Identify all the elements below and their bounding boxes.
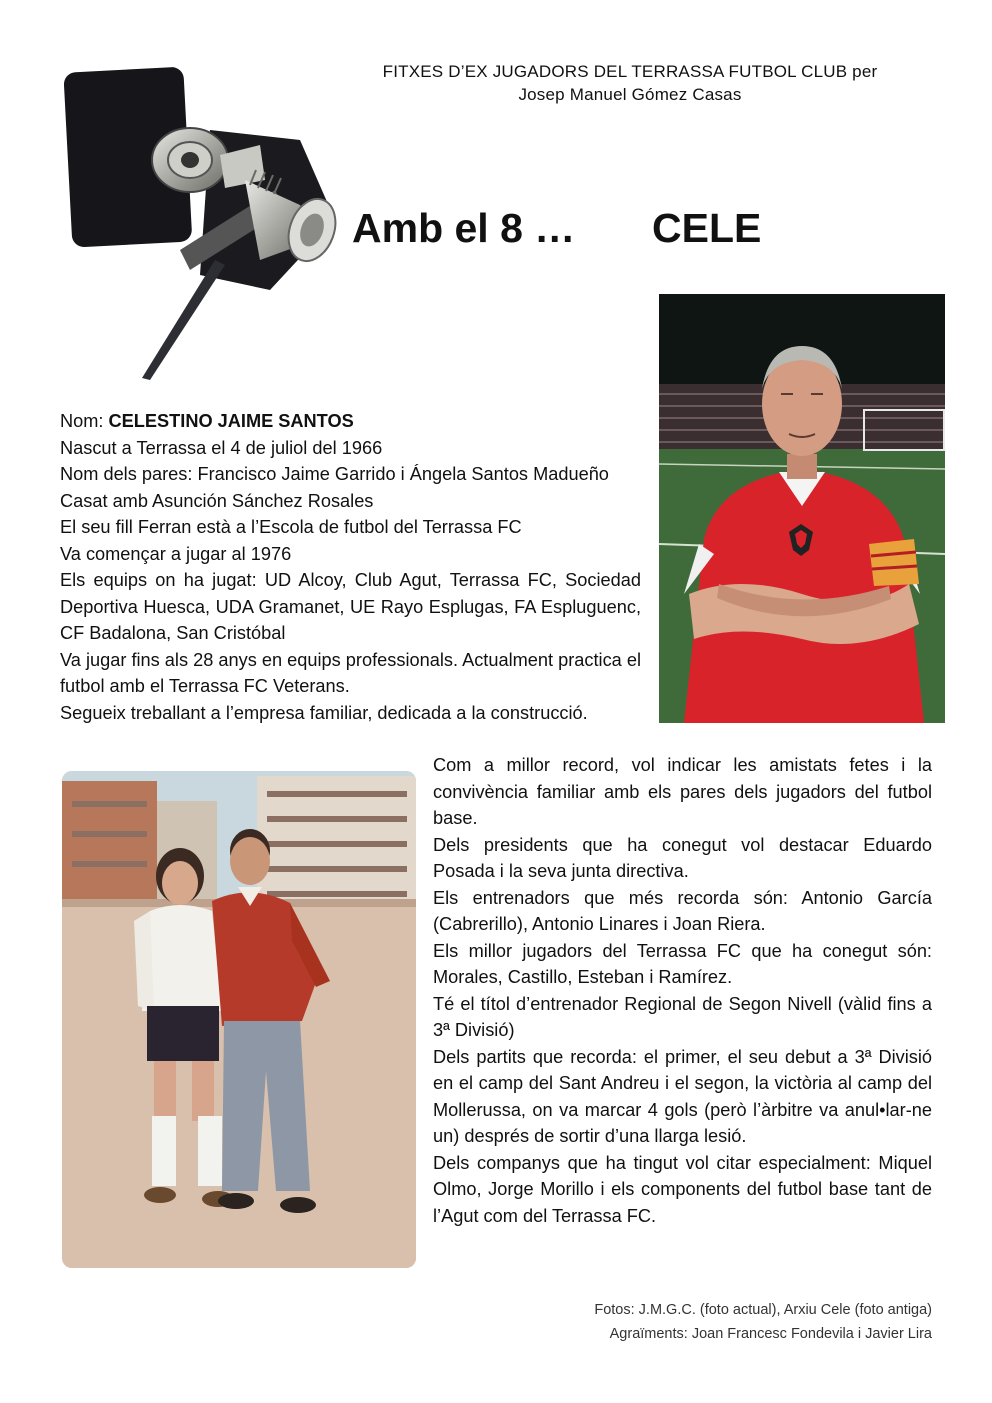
memories-coaches: Els entrenadors que més recorda són: Antonio García (Cabrerillo), Antonio Linares i Joan Riera. (433, 887, 932, 934)
memories-title-coach: Té el títol d’entrenador Regional de Segon Nivell (vàlid fins a 3ª Divisió) (433, 993, 932, 1040)
memories-best-players: Els millor jugadors del Terrassa FC que ha conegut són: Morales, Castillo, Esteban i Ramírez. (433, 940, 932, 987)
title-name: CELE (652, 205, 762, 251)
bio-married: Casat amb Asunción Sánchez Rosales (60, 490, 374, 511)
credits (594, 1298, 932, 1346)
name-label: Nom: (60, 411, 104, 431)
header-line-1: FITXES D’EX JUGADORS DEL TERRASSA FUTBOL CLUB per (382, 62, 878, 81)
bio-name-line (60, 408, 641, 435)
memories-section (433, 752, 932, 1229)
bio-son: El seu fill Ferran està a l’Escola de futbol del Terrassa FC (60, 517, 522, 537)
header (300, 60, 960, 106)
memories-teammates: Dels companys que ha tingut vol citar especialment: Miquel Olmo, Jorge Morillo i els components del futbol base tant de l’Agut com del Terrassa FC. (433, 1152, 932, 1226)
bio-start: Va començar a jugar al 1976 (60, 543, 292, 564)
memories-presidents: Dels presidents que ha conegut vol destacar Eduardo Posada i la seva junta directiva. (433, 834, 932, 881)
loudspeaker-icon (60, 60, 350, 380)
memories-best-record: Com a millor record, vol indicar les amistats fetes i la convivència familiar amb els pares dels jugadors del futbol base. (433, 755, 932, 828)
bio-teams: Els equips on ha jugat: UD Alcoy, Club Agut, Terrassa FC, Sociedad Deportiva Huesca, UDA Gramanet, UE Rayo Esplugas, FA Espluguenc, CF Badalona, San Cristóbal (60, 570, 641, 643)
bio-section (60, 408, 641, 726)
bio-parents: Nom dels pares: Francisco Jaime Garrido i Ángela Santos Madueño (60, 464, 609, 484)
page-title (352, 205, 761, 252)
header-line-2: Josep Manuel Gómez Casas (518, 85, 742, 104)
memories-matches: Dels partits que recorda: el primer, el seu debut a 3ª Divisió en el camp del Sant Andreu i el segon, la victòria al camp del Mollerussa, on va marcar 4 gols (però l’àrbitre va anul•lar-ne un) després de sortir d’una llarga lesió. (433, 1046, 932, 1146)
old-player-photo (62, 771, 416, 1268)
current-player-photo (659, 294, 945, 723)
credits-photos: Fotos: J.M.G.C. (foto actual), Arxiu Cele (foto antiga) (594, 1302, 932, 1318)
credits-thanks: Agraïments: Joan Francesc Fondevila i Javier Lira (609, 1326, 932, 1342)
player-name: CELESTINO JAIME SANTOS (108, 411, 354, 431)
bio-born: Nascut a Terrassa el 4 de juliol del 1966 (60, 437, 383, 458)
bio-played-until: Va jugar fins als 28 anys en equips professionals. Actualment practica el futbol amb el Terrassa FC Veterans. (60, 649, 641, 696)
title-number: Amb el 8 … (352, 205, 576, 251)
bio-work: Segueix treballant a l’empresa familiar, dedicada a la construcció. (60, 702, 588, 723)
